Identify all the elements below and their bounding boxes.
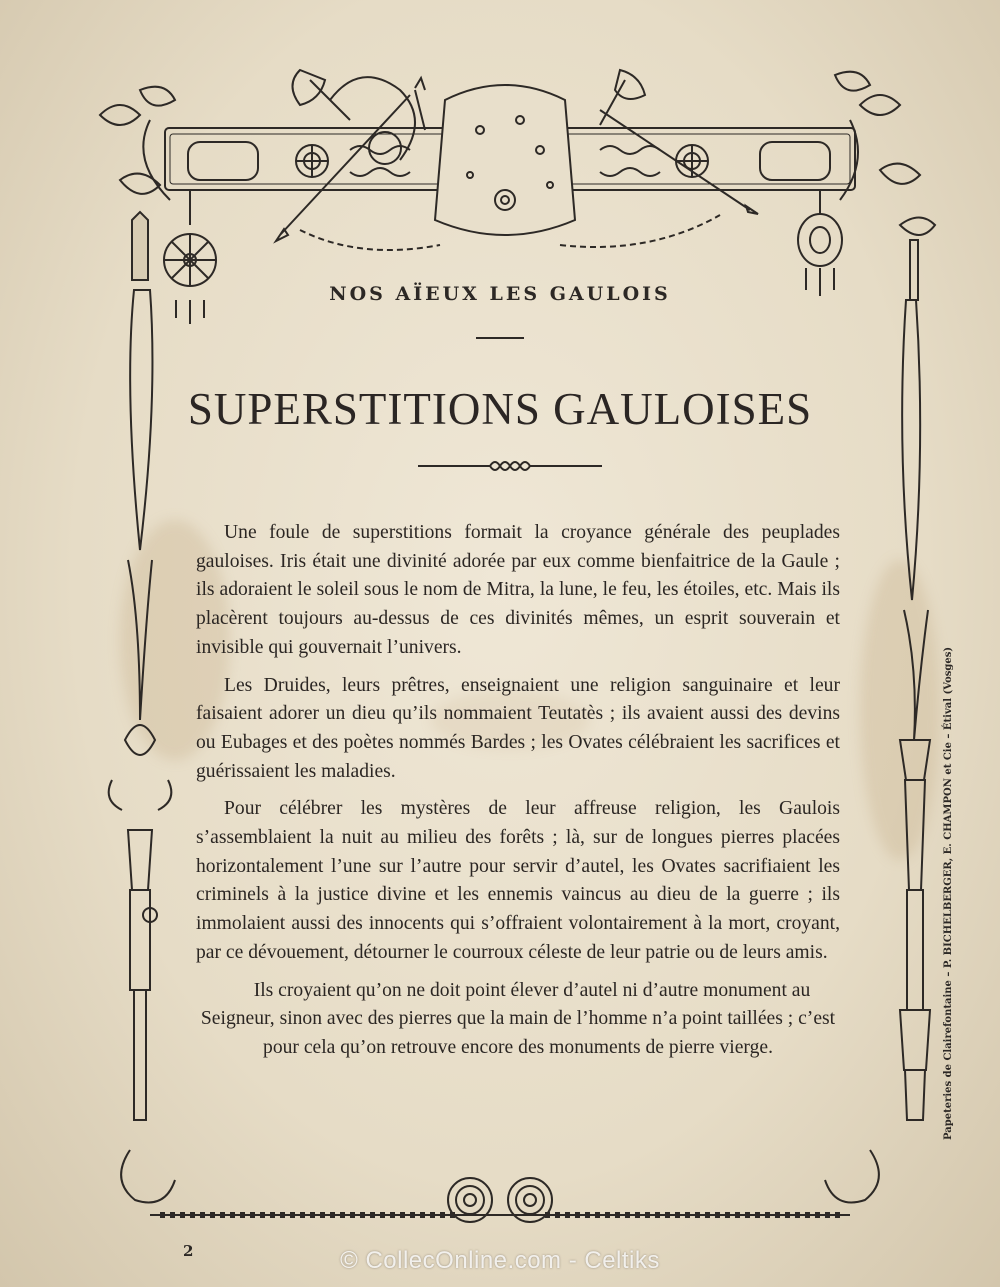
belt-roundel-left [296,145,328,177]
page-number: 2 [183,1242,194,1260]
oak-leaves-left [100,87,175,200]
chain-right [560,215,720,247]
ring-pendant [798,190,842,296]
chain-left [300,230,440,250]
oak-leaves-right [835,72,920,200]
watermark: © CollecOnline.com - Celtiks [340,1247,660,1274]
spear-right [600,110,758,214]
right-sword-column [900,218,935,1121]
publisher-credit: Papeteries de Clairefontaine – P. BICHELBERGER, E. CHAMPON et Cie – Étival (Vosges) [943,646,954,1140]
bottom-ornament [121,1150,879,1222]
page-subtitle: NOS AÏEUX LES GAULOIS [329,283,671,305]
body-text [196,519,840,1072]
paragraph-3: Pour célébrer les mystères de leur affreuse religion, les Gaulois s’assemblaient la nuit au milieu des forêts ; là, sur de longues pierres placées horizontalement l’une sur l’autre pour servir d’autel, les Ovates sacrifiaient les criminels à la justice divine et les ennemis vaincus au dieu de la guerre ; ils immolaient aussi des innocents qui s’offraient volontairement à la mort, croyant, par ce dévouement, détourner le courroux céleste de leur patrie ou de leurs amis. [196,798,840,963]
page-title: SUPERSTITIONS GAULOISES [187,384,813,434]
left-sword-column [109,212,172,1120]
paragraph-2: Les Druides, leurs prêtres, enseignaient une religion sanguinaire et leur faisaient adorer un dieu qu’ils nommaient Teutatès ; ils avaient aussi des devins ou Eubages et des poètes nommés Bardes ; les Ovates célébraient les sacrifices et guérissaient les maladies. [196,674,840,782]
fibula-right [825,1150,879,1203]
paragraph-4: Ils croyaient qu’on ne doit point élever d’autel ni d’autre monument au Seigneur, sinon avec des pierres que la main de l’homme n’a point taillées ; c’est pour cela qu’on retrouve encore des monuments de pierre vierge. [200,979,836,1058]
fibula-left [121,1150,175,1203]
title-ornament-rule [418,462,602,470]
spear-left [276,95,410,241]
carnyx-horn [330,77,415,160]
axe-right [600,70,645,125]
axe-left [293,70,351,120]
paragraph-1: Une foule de superstitions formait la croyance générale des peuplades gauloises. Iris était une divinité adorée par eux comme bienfaitrice de la Gaule ; ils adoraient le soleil sous le nom de Mitra, la lune, le feu, les étoiles, etc. Mais ils placèrent toujours au-dessus de ces divinités mêmes, un esprit souverain et invisible qui gouvernait l’univers. [196,522,840,658]
helmet-illustration [435,85,575,235]
